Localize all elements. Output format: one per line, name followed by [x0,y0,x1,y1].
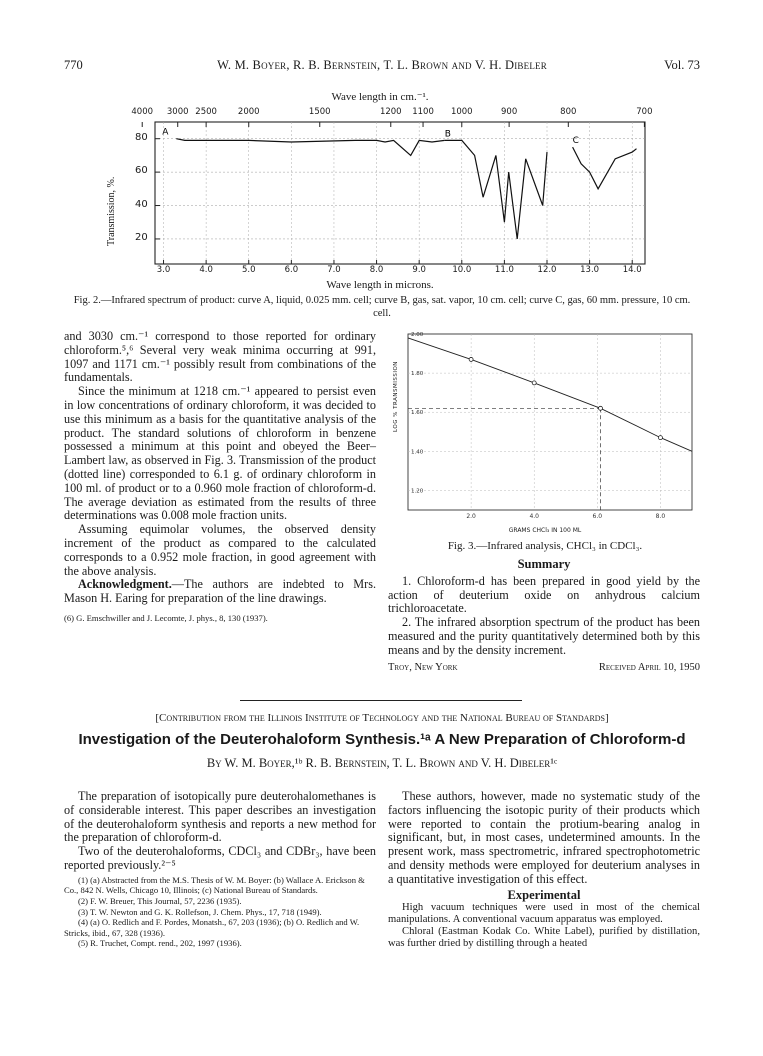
fig2-ytick-label: 60 [135,165,148,177]
fig3-ytick-label: 1.80 [411,371,424,378]
fig2-bottom-tick-label: 10.0 [452,265,472,275]
paragraph: Assuming equimolar volumes, the observed density increment of the product as compared to the calculated corresponds to a 0.952 mole fraction, in good agreement with the above analysis. [64,522,376,578]
place: Troy, New York [388,661,458,673]
running-authors: W. M. Boyer, R. B. Bernstein, T. L. Brown and V. H. Dibeler [217,58,547,72]
footnote: (5) R. Truchet, Compt. rend., 202, 1997 (1936). [78,938,242,949]
left-column [64,330,376,624]
fig2-top-tick-label: 2500 [195,107,217,117]
contribution-line: [Contribution from the Illinois Institute of Technology and the National Bureau of Standards] [155,712,609,724]
divider [240,700,522,701]
paragraph: Chloral (Eastman Kodak Co. White Label), purified by distillation, was further dried by distilling through a heated [388,926,700,950]
fig2-bottom-tick-label: 14.0 [622,265,642,275]
fig2-series-A [176,139,444,156]
fig2-bottom-tick-label: 3.0 [156,265,171,275]
fig2-bottom-tick-label: 7.0 [327,265,341,275]
footnote-6: (6) G. Emschwiller and J. Lecomte, J. phys., 8, 130 (1937). [64,612,268,623]
volume-number: Vol. 73 [664,58,700,72]
fig2-bottom-tick-label: 13.0 [580,265,600,275]
fig2-curve-label: A [162,127,169,138]
fig3-series-line [408,338,692,451]
page-number: 770 [64,58,83,72]
fig2-top-tick-label: 1500 [308,107,331,117]
fig2-bottom-tick-label: 6.0 [284,265,299,275]
paragraph: and 3030 cm.⁻¹ correspond to those reported for ordinary chloroform.⁵,⁶ Several very weak minima occurring at 991, 1097 and 1171 cm.⁻¹ possibly result from combinations of the fundamentals. [64,329,376,385]
fig2-caption: Fig. 2.—Infrared spectrum of product: curve A, liquid, 0.025 mm. cell; curve B, gas, sat. vapor, 10 cm. cell; curve C, gas, 60 mm. pressure, 10 cm. cell. [73,295,691,319]
fig3-ytick-label: 1.20 [411,488,424,495]
article-right-column [388,790,700,950]
summary-item: 1. Chloroform-d has been prepared in good yield by the action of deuterium oxide on anhydrous calcium trichloroacetate. [388,573,700,616]
footnote: (3) T. W. Newton and G. K. Rollefson, J. Chem. Phys., 17, 718 (1949). [78,906,322,917]
fig2-bottom-tick-label: 11.0 [494,265,514,275]
fig2-top-tick-label: 900 [501,107,518,117]
fig3-ytick-label: 2.00 [411,332,424,338]
fig3-data-point [532,381,536,385]
fig2-top-tick-label: 1100 [412,107,434,117]
acknowledgment-text: —The authors are indebted to Mrs. Mason H. Earing for preparation of the line drawings. [64,577,376,606]
fig2-bottom-tick-label: 8.0 [369,265,384,275]
footnote: (4) (a) O. Redlich and F. Pordes, Monatsh., 67, 203 (1936); (b) O. Redlich and W. Stricks, ibid., 67, 328 (1936). [64,917,360,938]
fig3-ylabel: LOG % TRANSMISSION [393,361,399,432]
fig2-top-tick-label: 700 [636,107,653,117]
fig3-xtick-label: 6.0 [592,513,603,520]
fig2-top-tick-label: 4000 [131,107,154,117]
fig2-curve-label: B [444,129,451,140]
fig3-xtick-label: 2.0 [466,513,476,520]
fig3-data-point [658,436,662,440]
fig2-series-B [445,140,547,239]
fig2-frame [155,122,645,264]
article-left-column [64,790,376,949]
paragraph: High vacuum techniques were used in most of the chemical manipulations. A conventional vacuum apparatus was employed. [388,902,700,926]
fig2-top-tick-label: 1000 [450,107,473,117]
fig2-curve-label: C [572,136,579,147]
summary-heading: Summary [517,557,571,571]
acknowledgment-heading: Acknowledgment. [78,577,172,592]
footnote: (1) (a) Abstracted from the M.S. Thesis of W. M. Boyer: (b) Wallace A. Erickson & Co., 842 N. Wells, Chicago 10, Illinois; (c) National Bureau of Standards. [64,874,365,896]
fig2-bottom-ticks [100,265,660,279]
footnotes [64,875,376,949]
experimental-heading: Experimental [507,887,581,902]
fig3-xtick-label: 4.0 [529,513,539,520]
fig2-bottom-tick-label: 5.0 [241,265,256,275]
fig2-bottom-tick-label: 9.0 [412,265,426,275]
fig2-top-tick-label: 800 [560,107,577,117]
fig2-ytick-label: 20 [135,231,148,243]
running-header [64,58,700,74]
fig2-top-tick-label: 1200 [379,107,402,117]
summary-section [388,558,700,675]
fig2-top-tick-label: 3000 [166,107,189,117]
fig2-xlabel: Wave length in microns. [326,279,434,291]
fig2-ylabel: Transmission, %. [106,176,117,246]
paragraph: These authors, however, made no systematic study of the factors influencing the isotopic purity of their products which were reported to contain the protium-bearing analog in significant, but, in most cases, undetermined amounts. In the present work, mass spectrometric, infrared spectrophotometric and density methods were employed for deuterium analyses in a quantitative investigation of this effect. [388,789,700,886]
byline: By W. M. Boyer,¹ᵇ R. B. Bernstein, T. L. Brown and V. H. Dibeler¹ᶜ [206,756,558,770]
summary-item: 2. The infrared absorption spectrum of the product has been measured and the purity quantitatively determined both by this means and by the density increment. [388,615,700,657]
fig3-data-point [469,357,473,361]
paragraph: Two of the deuterohaloforms, CDCl₃ and CDBr₃, have been reported previously.²⁻⁵ [64,844,376,872]
fig2-top-axis-title: Wave length in cm.⁻¹. [331,91,429,103]
paragraph: Since the minimum at 1218 cm.⁻¹ appeared to persist even in low concentrations of ordinary chloroform, it was decided to use this minimum as a basis for the quantitative analysis of the product. The standard solutions of chloroform in benzene possessed a minimum at this point and obeyed the Beer–Lambert law, as observed in Fig. 3. Transmission of the product (dotted line) corresponded to 6.1 g. of ordinary chloroform in 100 ml. of product or to a 0.960 mole fraction of chloroform-d. The average deviation as estimated from the results of three determinations was 0.008 mole fraction units. [64,384,376,523]
fig3-frame [408,334,692,510]
paragraph: The preparation of isotopically pure deuterohalomethanes is of considerable interest. This paper describes an investigation of the deuterohaloform synthesis and reports a new method for the preparation of chloroform-d. [64,789,376,845]
received-date: Received April 10, 1950 [598,661,700,673]
fig2-top-tick-label: 2000 [237,107,260,117]
fig3-chart [390,330,700,530]
fig3-ytick-label: 1.40 [411,449,424,456]
article-title: Investigation of the Deuterohaloform Synthesis.¹ᵃ A New Preparation of Chloroform-d [78,731,686,748]
fig2-chart [100,120,660,266]
fig2-ytick-label: 40 [135,198,148,210]
fig2-ytick-label: 80 [135,131,148,143]
fig3-xlabel: GRAMS CHCl₃ IN 100 ML [508,527,582,534]
fig2-series-C [573,147,637,189]
footnote: (2) F. W. Breuer, This Journal, 57, 2236 (1935). [78,895,242,906]
fig2-bottom-tick-label: 12.0 [537,265,557,275]
fig3-data-point [598,406,602,410]
fig3-xtick-label: 8.0 [655,513,666,520]
fig2-bottom-tick-label: 4.0 [199,265,213,275]
fig3-ytick-label: 1.60 [411,410,424,417]
fig3-caption: Fig. 3.—Infrared analysis, CHCl₃ in CDCl₃. [447,540,643,552]
